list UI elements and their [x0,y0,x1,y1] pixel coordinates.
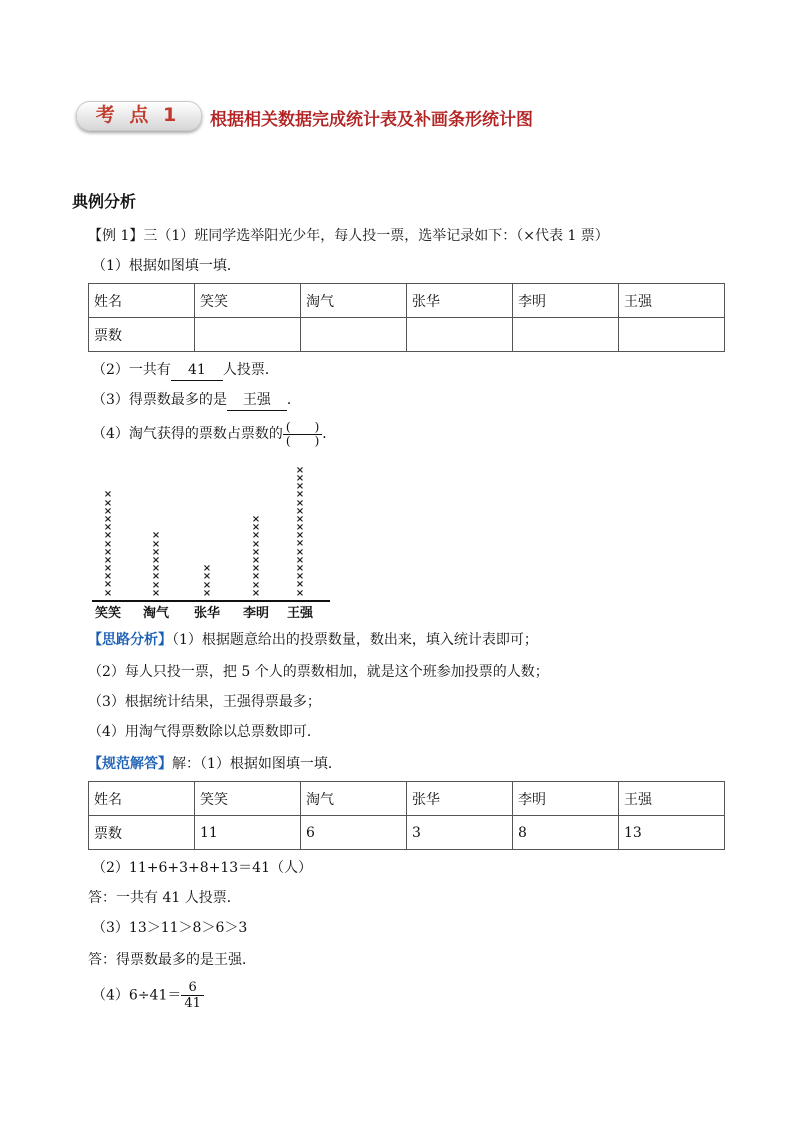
tally-mark: × [295,579,305,591]
solution-q4-prefix: （4）6÷41＝ [92,987,182,1004]
table-header-row [89,782,725,816]
section-title: 典例分析 [72,192,137,211]
tally-mark: × [151,587,161,599]
q2-blank: 41 [171,360,223,381]
solution-tag: 【规范解答】 [88,756,172,772]
q4-prefix: （4）淘气获得的票数占票数的 [92,426,283,442]
analysis-tag: 【思路分析】 [88,632,172,648]
table-row [89,318,725,352]
tally-mark: × [295,587,305,599]
tally-mark: × [103,571,113,583]
tally-mark: × [251,530,261,542]
topic-title: 根据相关数据完成统计表及补画条形统计图 [210,110,533,130]
tally-column [248,515,264,597]
table-cell: 8 [513,816,619,850]
tally-mark: × [295,481,305,493]
tally-category-label: 张华 [193,606,220,621]
tally-category-label: 淘气 [142,606,169,621]
q4-fraction [283,421,322,448]
question-4 [92,420,336,448]
table-cell: 票数 [89,318,195,352]
table-cell: 笑笑 [195,284,301,318]
solution-intro [88,754,342,774]
table-cell: 淘气 [301,782,407,816]
tally-column [100,489,116,599]
tally-mark: × [251,554,261,566]
tally-mark: × [251,522,261,534]
tally-mark: × [251,587,261,599]
example-tag: 【例 1】 [88,228,144,244]
fraction-numerator: 6 [181,980,204,996]
q2-prefix: （2）一共有 [92,362,171,378]
tally-mark: × [103,579,113,591]
table-cell: 张华 [407,284,513,318]
q3-prefix: （3）得票数最多的是 [92,392,227,408]
tally-mark: × [103,563,113,575]
table-cell [301,318,407,352]
q2-suffix: 人投票． [222,362,279,378]
answer-stat-table [88,781,725,850]
table-cell: 3 [407,816,513,850]
tally-mark: × [151,554,161,566]
tally-mark: × [151,538,161,550]
solution-line-2: 答：一共有 41 人投票． [88,890,241,906]
table-cell: 11 [195,816,301,850]
table-cell: 票数 [89,816,195,850]
solution-fraction [181,980,204,1011]
tally-mark: × [295,513,305,525]
tally-mark: × [103,546,113,558]
tally-mark: × [103,497,113,509]
tally-column [199,564,215,597]
table-cell: 淘气 [301,284,407,318]
solution-line-5 [92,980,204,1011]
tally-mark: × [295,505,305,517]
tally-mark: × [103,489,113,501]
solution-line-4: 答：得票数最多的是王强． [88,952,256,968]
tally-mark: × [103,538,113,550]
question-2 [92,360,279,381]
analysis-line-2: （2）每人只投一票，把 5 个人的票数相加，就是这个班参加投票的人数； [88,664,549,680]
q4-suffix: ． [322,426,337,442]
tally-mark: × [103,554,113,566]
table-row [89,816,725,850]
question-3 [92,390,301,411]
table-cell: 姓名 [89,284,195,318]
table-cell: 张华 [407,782,513,816]
table-cell: 王强 [619,284,725,318]
table-cell [195,318,301,352]
tally-mark: × [202,579,212,591]
table-cell: 姓名 [89,782,195,816]
fraction-denominator: ( ) [285,433,320,448]
tally-mark: × [295,554,305,566]
q3-suffix: ． [286,392,301,408]
tally-mark: × [202,587,212,599]
tally-mark: × [295,538,305,550]
tally-mark: × [151,563,161,575]
analysis-line-3: （3）根据统计结果，王强得票最多； [88,694,321,710]
tally-category-label: 王强 [286,606,313,621]
tally-mark: × [103,530,113,542]
tally-mark: × [295,530,305,542]
tally-mark: × [103,513,113,525]
tally-mark: × [251,579,261,591]
tally-mark: × [251,514,261,525]
tally-category-label: 李明 [242,606,269,621]
tally-column [292,466,308,597]
table-cell: 王强 [619,782,725,816]
tally-mark: × [295,522,305,534]
tally-category-label: 笑笑 [94,606,121,621]
tally-mark: × [251,538,261,550]
tally-mark: × [202,571,212,583]
tally-mark: × [151,579,161,591]
tally-mark: × [251,563,261,575]
question-1: （1）根据如图填一填． [92,258,241,274]
tally-mark: × [251,571,261,583]
tally-mark: × [151,530,161,542]
table-cell: 6 [301,816,407,850]
table-cell: 笑笑 [195,782,301,816]
table-cell: 13 [619,816,725,850]
tally-mark: × [295,497,305,509]
tally-mark: × [295,472,305,484]
tally-mark: × [295,546,305,558]
tally-mark: × [103,522,113,534]
tally-mark: × [295,563,305,575]
tally-mark: × [151,571,161,583]
tally-mark: × [295,464,305,476]
solution-line-1: （2）11+6+3+8+13＝41（人） [92,860,312,876]
table-cell [513,318,619,352]
solution-text: 解：（1）根据如图填一填． [172,756,342,772]
analysis-text: （1）根据题意给出的投票数量，数出来，填入统计表即可； [172,632,538,648]
table-cell: 李明 [513,284,619,318]
tally-mark: × [151,546,161,558]
fraction-denominator: 41 [184,996,201,1011]
tally-mark: × [251,546,261,558]
table-cell [619,318,725,352]
table-header-row [89,284,725,318]
q3-blank: 王强 [227,390,287,411]
fraction-numerator: ( ) [283,421,322,435]
tally-mark: × [295,571,305,583]
chart-axis [92,600,330,602]
solution-line-3: （3）13＞11＞8＞6＞3 [92,920,248,936]
analysis-line-1 [88,630,538,650]
tally-mark: × [295,489,305,501]
tally-column [148,531,164,597]
topic-badge-label: 考 点 1 [95,104,181,126]
empty-stat-table [88,283,725,352]
tally-mark: × [202,563,212,575]
analysis-line-4: （4）用淘气得票数除以总票数即可． [88,724,321,740]
example-statement [88,226,609,246]
tally-mark: × [103,505,113,517]
tally-mark: × [103,587,113,599]
example-text: 三（1）班同学选举阳光少年，每人投一票，选举记录如下：（×代表 1 票） [143,228,609,244]
table-cell: 李明 [513,782,619,816]
table-cell [407,318,513,352]
